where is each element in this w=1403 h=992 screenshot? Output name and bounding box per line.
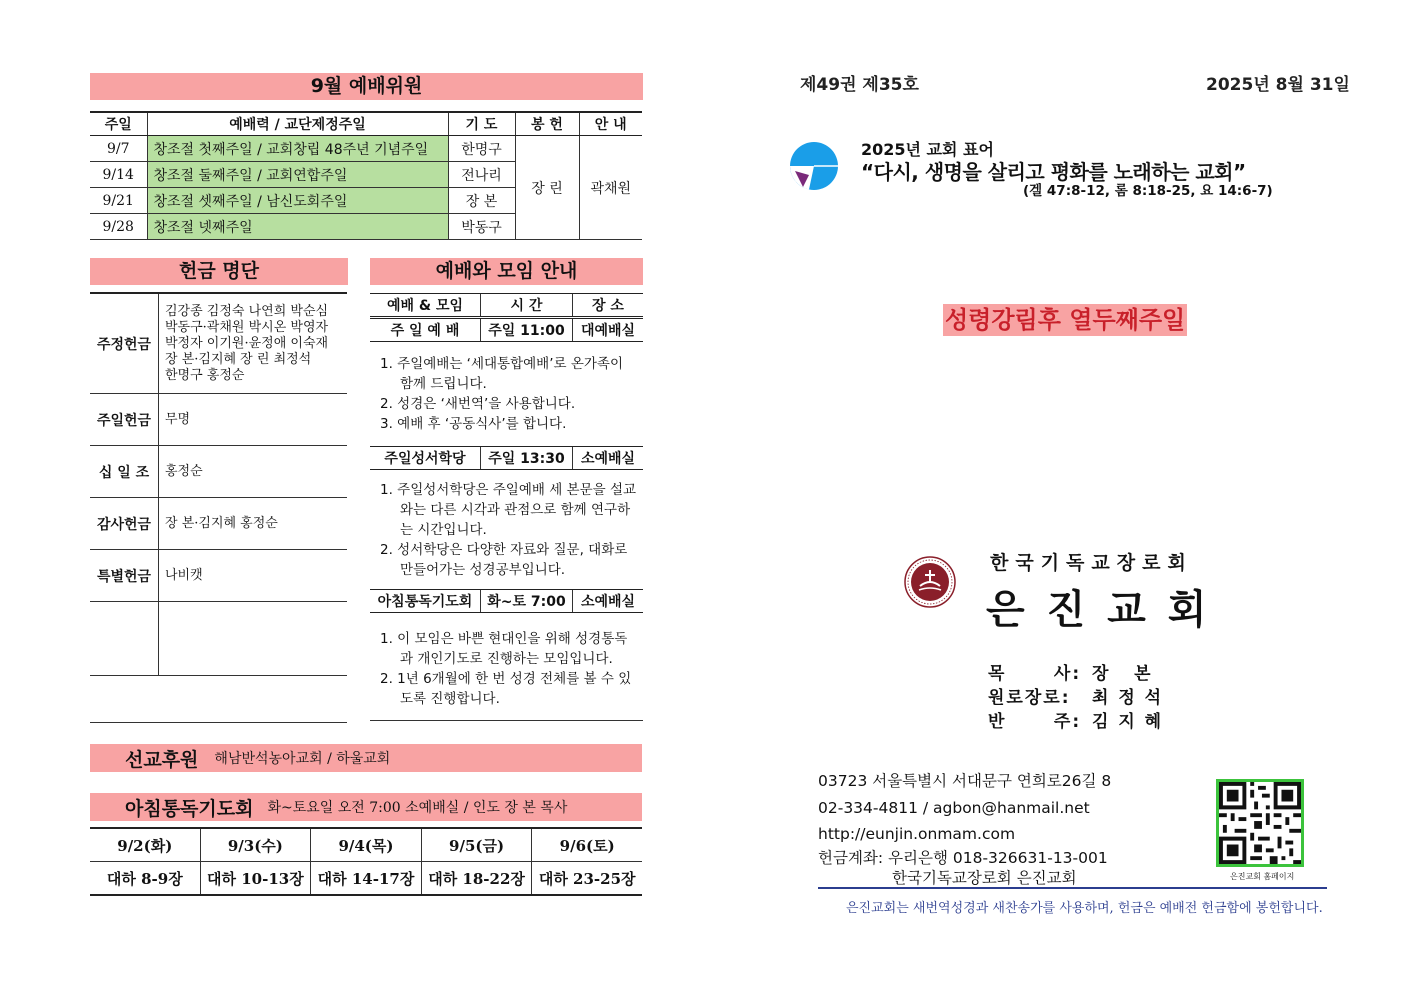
note-item: 2. 성경은 ‘새번역’을 사용합니다.	[380, 396, 576, 412]
staff-row	[988, 659, 1153, 684]
reading-passage: 대하 23-25장	[532, 862, 642, 896]
row-prayer: 박동구	[448, 214, 515, 240]
reading-day: 9/6(토)	[532, 828, 642, 862]
footer-rule	[818, 887, 1327, 889]
contact-info: 02-334-4811 / agbon@hanmail.net	[818, 798, 1090, 817]
offering-label: 주정헌금	[90, 294, 159, 393]
guide-header-time: 시 간	[480, 294, 572, 316]
morning-label: 아침통독기도회	[125, 797, 254, 820]
morning-bar	[90, 793, 642, 821]
guide-bottom-rule	[370, 720, 643, 721]
account-label: 헌금계좌:	[818, 848, 884, 867]
offering-row	[90, 394, 347, 446]
section-place: 대예배실	[572, 319, 643, 341]
offering-names	[159, 602, 347, 675]
names-line: 한명구 홍정순	[165, 367, 245, 383]
volume-number: 제49권 제35호	[800, 75, 919, 95]
names-line: 박동구·곽채원 박시온 박영자	[165, 319, 329, 335]
reading-day: 9/5(금)	[421, 828, 532, 862]
offering-names	[159, 294, 347, 393]
reading-days-row	[90, 828, 642, 862]
offering-footer-space	[90, 676, 347, 723]
committee-title: 9월 예배위원	[90, 73, 643, 100]
offering-row	[90, 294, 347, 394]
church-seal-icon	[904, 556, 956, 608]
offering-list	[90, 292, 347, 723]
qr-code-icon[interactable]	[1216, 779, 1304, 867]
offering-label: 특별헌금	[90, 550, 159, 601]
names-line: 장 본·김지혜 장 린 최정석	[165, 351, 312, 367]
offering-names: 무명	[165, 411, 191, 427]
note-item: 3. 예배 후 ‘공동식사’를 합니다.	[380, 416, 567, 432]
guide-header-name: 예배 & 모임	[386, 298, 464, 314]
row-theme: 창조절 셋째주일 / 남신도회주일	[147, 188, 448, 214]
offering-row	[90, 498, 347, 550]
offering-title: 헌금 명단	[90, 258, 348, 285]
committee-table	[90, 111, 642, 240]
section-place: 소예배실	[572, 447, 643, 469]
offering-names: 나비캣	[165, 567, 203, 583]
mission-label: 선교후원	[125, 748, 199, 771]
row-prayer: 장 본	[448, 188, 515, 214]
reading-day: 9/2(화)	[90, 828, 200, 862]
staff-name: 김 지 혜	[1092, 712, 1164, 732]
offering-row	[90, 602, 347, 676]
header-theme: 예배력 / 교단제정주일	[147, 112, 448, 136]
names-line: 김강종 김정숙 나연희 박순심	[165, 303, 329, 319]
staff-role: 목 사:	[988, 664, 1082, 684]
account-holder: 한국기독교장로회 은진교회	[892, 868, 1077, 887]
guide-header	[370, 293, 643, 317]
note-item: 1. 주일성서학당은 주일예배 세 본문을 설교와는 다른 시각과 관점으로 함께 연구하는 시간입니다.	[380, 482, 637, 538]
section-time: 주일 13:30	[480, 447, 572, 469]
row-date: 9/7	[90, 136, 147, 162]
staff-role: 원로장로:	[988, 688, 1071, 708]
guide-header-place: 장 소	[572, 294, 643, 316]
section-name: 주 일 예 배	[390, 323, 460, 339]
row-theme: 창조절 첫째주일 / 교회창립 48주년 기념주일	[147, 136, 448, 162]
names-line: 박정자 이기원·윤정애 이숙재	[165, 335, 329, 351]
mission-bar	[90, 744, 642, 772]
reading-passage: 대하 10-13장	[200, 862, 311, 896]
motto-reference: (겔 47:8-12, 롬 8:18-25, 요 14:6-7)	[1023, 183, 1273, 199]
note-item: 2. 성서학당은 다양한 자료와 질문, 대화로 만들어가는 성경공부입니다.	[380, 542, 628, 578]
header-offering: 봉 헌	[515, 112, 579, 136]
offering-row	[90, 446, 347, 498]
staff-row	[988, 683, 1163, 708]
motto-label: 2025년 교회 표어	[861, 140, 994, 159]
offering-person: 장 린	[515, 136, 579, 240]
motto-logo-icon	[789, 141, 839, 191]
account-line	[818, 848, 1111, 868]
note-item: 2. 1년 6개월에 한 번 성경 전체를 볼 수 있도록 진행합니다.	[380, 671, 632, 707]
section-notes	[380, 354, 640, 434]
offering-label: 주일헌금	[90, 394, 159, 445]
footer-note: 은진교회는 새번역성경과 새찬송가를 사용하며, 헌금은 예배전 헌금함에 봉헌합니다.	[846, 901, 1323, 916]
row-theme: 창조절 넷째주일	[147, 214, 448, 240]
section-name: 아침통독기도회	[377, 594, 473, 610]
table-row	[90, 136, 642, 162]
guide-title: 예배와 모임 안내	[370, 258, 643, 285]
sunday-title: 성령강림후 열두째주일	[945, 306, 1186, 334]
qr-caption: 은진교회 홈페이지	[1230, 872, 1295, 881]
usher-person: 곽채원	[579, 136, 642, 240]
section-time: 화~토 7:00	[480, 590, 572, 612]
offering-row	[90, 550, 347, 602]
row-theme: 창조절 둘째주일 / 교회연합주일	[147, 162, 448, 188]
guide-section-head	[370, 318, 643, 342]
header-prayer: 기 도	[448, 112, 515, 136]
reading-passage: 대하 8-9장	[106, 869, 183, 888]
qr-pattern	[1219, 782, 1301, 864]
row-date: 9/21	[90, 188, 147, 214]
staff-row	[988, 707, 1163, 732]
row-prayer: 한명구	[448, 136, 515, 162]
offering-label: 십 일 조	[90, 446, 159, 497]
website-link[interactable]: http://eunjin.onmam.com	[818, 825, 1016, 843]
note-item: 1. 주일예배는 ‘세대통합예배’로 온가족이 함께 드립니다.	[380, 356, 623, 392]
section-name: 주일성서학당	[384, 451, 466, 467]
section-place: 소예배실	[572, 590, 643, 612]
guide-section-head	[370, 446, 643, 470]
contact-block	[818, 768, 1111, 888]
staff-name: 최 정 석	[1092, 688, 1164, 708]
section-notes	[380, 629, 640, 709]
church-name: 은 진 교 회	[986, 587, 1211, 633]
section-notes	[380, 480, 640, 580]
offering-label	[90, 602, 159, 675]
mission-text: 해남반석농아교회 / 하울교회	[214, 751, 391, 767]
guide-section-head	[370, 589, 643, 613]
account-number: 우리은행 018-326631-13-001	[888, 848, 1108, 867]
address: 03723 서울특별시 서대문구 연희로26길 8	[818, 772, 1112, 790]
header-usher: 안 내	[579, 112, 642, 136]
reading-schedule	[90, 827, 642, 896]
reading-passage: 대하 18-22장	[421, 862, 532, 896]
reading-day: 9/4(목)	[311, 828, 422, 862]
note-item: 1. 이 모임은 바쁜 현대인을 위해 성경통독과 개인기도로 진행하는 모임입니다.	[380, 631, 628, 667]
staff-role: 반 주:	[988, 712, 1082, 732]
denomination: 한국기독교장로회	[990, 552, 1193, 574]
morning-text: 화~토요일 오전 7:00 소예배실 / 인도 장 본 목사	[267, 800, 568, 816]
offering-names: 홍정순	[165, 463, 203, 479]
reading-passages-row	[90, 862, 642, 896]
row-prayer: 전나리	[448, 162, 515, 188]
header-date: 주일	[90, 112, 147, 136]
reading-passage: 대하 14-17장	[311, 862, 422, 896]
row-date: 9/14	[90, 162, 147, 188]
row-date: 9/28	[90, 214, 147, 240]
motto-text: “다시, 생명을 살리고 평화를 노래하는 교회”	[861, 160, 1246, 184]
offering-label: 감사헌금	[90, 498, 159, 549]
section-time: 주일 11:00	[480, 319, 572, 341]
staff-name: 장 본	[1092, 664, 1153, 684]
offering-names: 장 본·김지혜 홍정순	[165, 515, 278, 531]
issue-date: 2025년 8월 31일	[1206, 75, 1350, 95]
reading-day: 9/3(수)	[200, 828, 311, 862]
